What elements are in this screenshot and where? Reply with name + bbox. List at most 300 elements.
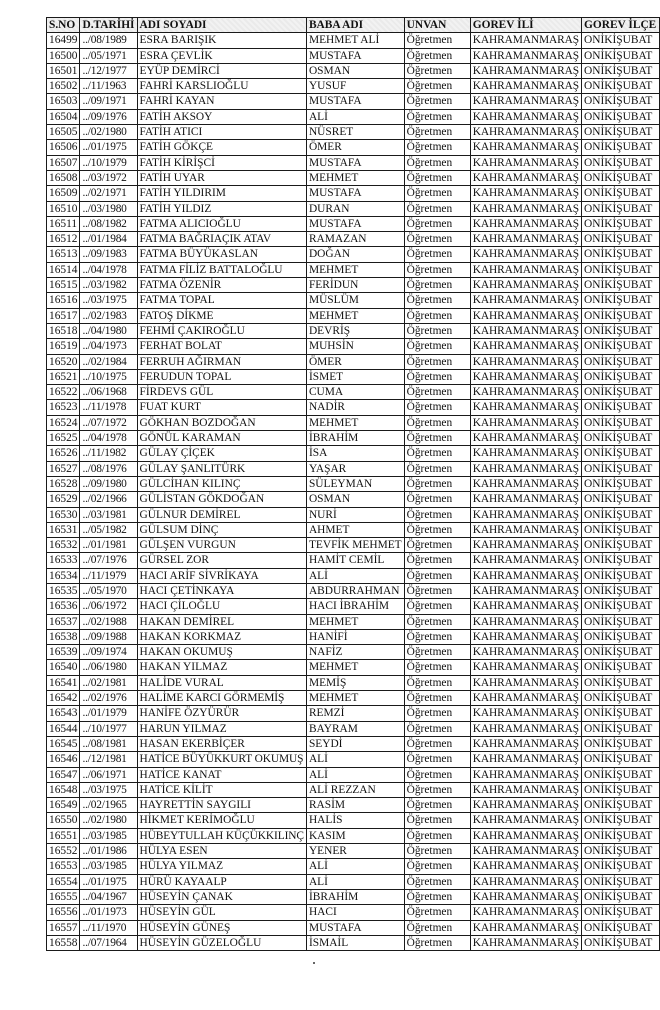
table-row (47, 155, 660, 170)
cell-birth-date: ../01/1975 (80, 874, 137, 889)
cell-full-name: HÜRÜ KAYAALP (137, 874, 306, 889)
cell-duty-district: ONİKİŞUBAT (582, 706, 660, 721)
cell-duty-province: KAHRAMANMARAŞ (470, 721, 581, 736)
cell-father-name: İBRAHİM (306, 431, 404, 446)
cell-duty-district: ONİKİŞUBAT (582, 201, 660, 216)
cell-birth-date: ../02/1980 (80, 813, 137, 828)
cell-duty-province: KAHRAMANMARAŞ (470, 553, 581, 568)
cell-sno: 16543 (47, 706, 80, 721)
cell-full-name: HATİCE KİLİT (137, 782, 306, 797)
cell-duty-district: ONİKİŞUBAT (582, 109, 660, 124)
header-sno: S.NO (47, 18, 80, 33)
cell-father-name: YUSUF (306, 79, 404, 94)
cell-birth-date: ../03/1982 (80, 278, 137, 293)
table-row (47, 415, 660, 430)
cell-title: Öğretmen (404, 339, 470, 354)
table-row (47, 568, 660, 583)
cell-duty-province: KAHRAMANMARAŞ (470, 33, 581, 48)
cell-sno: 16534 (47, 568, 80, 583)
cell-sno: 16517 (47, 308, 80, 323)
cell-full-name: GÜLNUR DEMİREL (137, 507, 306, 522)
cell-duty-province: KAHRAMANMARAŞ (470, 476, 581, 491)
cell-title: Öğretmen (404, 568, 470, 583)
cell-duty-district: ONİKİŞUBAT (582, 629, 660, 644)
cell-title: Öğretmen (404, 186, 470, 201)
cell-father-name: ABDURRAHMAN (306, 583, 404, 598)
cell-sno: 16524 (47, 415, 80, 430)
table-row (47, 553, 660, 568)
cell-full-name: GÖNÜL KARAMAN (137, 431, 306, 446)
cell-sno: 16509 (47, 186, 80, 201)
cell-father-name: TEVFİK MEHMET (306, 538, 404, 553)
cell-full-name: HACI ÇİLOĞLU (137, 599, 306, 614)
cell-title: Öğretmen (404, 721, 470, 736)
cell-father-name: MUSTAFA (306, 216, 404, 231)
cell-father-name: HANİFİ (306, 629, 404, 644)
cell-birth-date: ../04/1978 (80, 262, 137, 277)
cell-full-name: EYÜP DEMİRCİ (137, 63, 306, 78)
cell-title: Öğretmen (404, 431, 470, 446)
table-row (47, 935, 660, 950)
cell-father-name: RASİM (306, 798, 404, 813)
cell-title: Öğretmen (404, 599, 470, 614)
table-body (47, 33, 660, 951)
table-row (47, 369, 660, 384)
cell-full-name: FİRDEVS GÜL (137, 385, 306, 400)
table-row (47, 507, 660, 522)
cell-father-name: MUSTAFA (306, 155, 404, 170)
cell-duty-province: KAHRAMANMARAŞ (470, 675, 581, 690)
cell-birth-date: ../02/1984 (80, 354, 137, 369)
cell-duty-province: KAHRAMANMARAŞ (470, 170, 581, 185)
cell-full-name: FATİH UYAR (137, 170, 306, 185)
cell-full-name: HÜLYA YILMAZ (137, 859, 306, 874)
cell-title: Öğretmen (404, 278, 470, 293)
table-row (47, 79, 660, 94)
cell-birth-date: ../10/1975 (80, 369, 137, 384)
cell-full-name: FATMA BÜYÜKASLAN (137, 247, 306, 262)
cell-full-name: HÜSEYİN GÜNEŞ (137, 920, 306, 935)
cell-sno: 16515 (47, 278, 80, 293)
cell-sno: 16520 (47, 354, 80, 369)
table-row (47, 125, 660, 140)
cell-duty-district: ONİKİŞUBAT (582, 920, 660, 935)
cell-duty-province: KAHRAMANMARAŞ (470, 415, 581, 430)
cell-duty-district: ONİKİŞUBAT (582, 339, 660, 354)
cell-duty-province: KAHRAMANMARAŞ (470, 94, 581, 109)
table-row (47, 614, 660, 629)
cell-father-name: MUSTAFA (306, 186, 404, 201)
cell-duty-district: ONİKİŞUBAT (582, 599, 660, 614)
cell-duty-province: KAHRAMANMARAŞ (470, 109, 581, 124)
cell-father-name: OSMAN (306, 63, 404, 78)
cell-father-name: MEHMET ALİ (306, 33, 404, 48)
cell-father-name: ÖMER (306, 354, 404, 369)
cell-title: Öğretmen (404, 614, 470, 629)
cell-duty-district: ONİKİŞUBAT (582, 369, 660, 384)
cell-title: Öğretmen (404, 798, 470, 813)
cell-full-name: ESRA ÇEVLİK (137, 48, 306, 63)
cell-sno: 16502 (47, 79, 80, 94)
cell-duty-province: KAHRAMANMARAŞ (470, 706, 581, 721)
table-row (47, 629, 660, 644)
cell-sno: 16544 (47, 721, 80, 736)
cell-duty-district: ONİKİŞUBAT (582, 614, 660, 629)
cell-full-name: GÜLAY ÇİÇEK (137, 446, 306, 461)
cell-duty-district: ONİKİŞUBAT (582, 935, 660, 950)
cell-full-name: GÜLŞEN VURGUN (137, 538, 306, 553)
cell-father-name: YAŞAR (306, 461, 404, 476)
cell-title: Öğretmen (404, 33, 470, 48)
table-row (47, 889, 660, 904)
cell-title: Öğretmen (404, 125, 470, 140)
cell-duty-district: ONİKİŞUBAT (582, 874, 660, 889)
cell-full-name: HASAN EKERBİÇER (137, 736, 306, 751)
header-birth-date: D.TARİHİ (80, 18, 137, 33)
cell-duty-district: ONİKİŞUBAT (582, 660, 660, 675)
cell-father-name: MEHMET (306, 262, 404, 277)
cell-duty-district: ONİKİŞUBAT (582, 170, 660, 185)
cell-title: Öğretmen (404, 538, 470, 553)
cell-full-name: FATİH ATICI (137, 125, 306, 140)
cell-sno: 16547 (47, 767, 80, 782)
cell-father-name: NURİ (306, 507, 404, 522)
cell-title: Öğretmen (404, 247, 470, 262)
cell-duty-province: KAHRAMANMARAŞ (470, 247, 581, 262)
cell-sno: 16514 (47, 262, 80, 277)
cell-title: Öğretmen (404, 400, 470, 415)
cell-title: Öğretmen (404, 675, 470, 690)
cell-title: Öğretmen (404, 553, 470, 568)
cell-birth-date: ../11/1978 (80, 400, 137, 415)
cell-father-name: İSA (306, 446, 404, 461)
table-row (47, 859, 660, 874)
cell-father-name: REMZİ (306, 706, 404, 721)
table-row (47, 874, 660, 889)
cell-father-name: MEHMET (306, 660, 404, 675)
cell-full-name: FUAT KURT (137, 400, 306, 415)
cell-full-name: FATİH AKSOY (137, 109, 306, 124)
cell-birth-date: ../11/1982 (80, 446, 137, 461)
table-row (47, 767, 660, 782)
cell-sno: 16548 (47, 782, 80, 797)
cell-birth-date: ../01/1981 (80, 538, 137, 553)
cell-father-name: MEHMET (306, 614, 404, 629)
cell-father-name: NÜSRET (306, 125, 404, 140)
cell-sno: 16549 (47, 798, 80, 813)
cell-duty-province: KAHRAMANMARAŞ (470, 522, 581, 537)
cell-father-name: CUMA (306, 385, 404, 400)
cell-birth-date: ../04/1967 (80, 889, 137, 904)
cell-sno: 16536 (47, 599, 80, 614)
table-row (47, 186, 660, 201)
cell-title: Öğretmen (404, 354, 470, 369)
table-row (47, 706, 660, 721)
cell-full-name: HALİDE VURAL (137, 675, 306, 690)
cell-full-name: HACI ÇETİNKAYA (137, 583, 306, 598)
table-row (47, 63, 660, 78)
cell-duty-province: KAHRAMANMARAŞ (470, 216, 581, 231)
cell-birth-date: ../11/1979 (80, 568, 137, 583)
cell-duty-province: KAHRAMANMARAŞ (470, 599, 581, 614)
cell-birth-date: ../07/1972 (80, 415, 137, 430)
cell-sno: 16511 (47, 216, 80, 231)
cell-title: Öğretmen (404, 859, 470, 874)
cell-full-name: FATMA ÖZENİR (137, 278, 306, 293)
table-row (47, 675, 660, 690)
cell-title: Öğretmen (404, 201, 470, 216)
cell-duty-district: ONİKİŞUBAT (582, 94, 660, 109)
table-row (47, 33, 660, 48)
table-header-row (47, 18, 660, 33)
cell-sno: 16551 (47, 828, 80, 843)
cell-title: Öğretmen (404, 262, 470, 277)
cell-birth-date: ../02/1976 (80, 691, 137, 706)
cell-sno: 16557 (47, 920, 80, 935)
cell-birth-date: ../01/1986 (80, 844, 137, 859)
cell-duty-district: ONİKİŞUBAT (582, 140, 660, 155)
cell-father-name: BAYRAM (306, 721, 404, 736)
table-row (47, 262, 660, 277)
cell-duty-province: KAHRAMANMARAŞ (470, 583, 581, 598)
cell-father-name: NAFİZ (306, 645, 404, 660)
cell-birth-date: ../02/1980 (80, 125, 137, 140)
cell-sno: 16522 (47, 385, 80, 400)
cell-sno: 16507 (47, 155, 80, 170)
cell-sno: 16528 (47, 476, 80, 491)
cell-birth-date: ../08/1982 (80, 216, 137, 231)
cell-father-name: ALİ (306, 752, 404, 767)
cell-birth-date: ../08/1981 (80, 736, 137, 751)
cell-birth-date: ../02/1965 (80, 798, 137, 813)
cell-duty-district: ONİKİŞUBAT (582, 79, 660, 94)
cell-birth-date: ../08/1976 (80, 461, 137, 476)
cell-duty-province: KAHRAMANMARAŞ (470, 813, 581, 828)
cell-father-name: MUSTAFA (306, 94, 404, 109)
cell-sno: 16556 (47, 905, 80, 920)
table-row (47, 599, 660, 614)
cell-father-name: MEHMET (306, 415, 404, 430)
cell-birth-date: ../02/1966 (80, 492, 137, 507)
cell-title: Öğretmen (404, 583, 470, 598)
cell-sno: 16539 (47, 645, 80, 660)
cell-title: Öğretmen (404, 323, 470, 338)
cell-father-name: FERİDUN (306, 278, 404, 293)
cell-birth-date: ../01/1979 (80, 706, 137, 721)
cell-duty-province: KAHRAMANMARAŞ (470, 920, 581, 935)
cell-birth-date: ../03/1972 (80, 170, 137, 185)
table-row (47, 798, 660, 813)
header-duty-province: GOREV İLİ (470, 18, 581, 33)
cell-sno: 16512 (47, 232, 80, 247)
table-row (47, 216, 660, 231)
cell-full-name: GÖKHAN BOZDOĞAN (137, 415, 306, 430)
cell-title: Öğretmen (404, 782, 470, 797)
table-row (47, 476, 660, 491)
cell-father-name: ALİ (306, 568, 404, 583)
cell-duty-district: ONİKİŞUBAT (582, 583, 660, 598)
cell-father-name: ALİ REZZAN (306, 782, 404, 797)
cell-sno: 16535 (47, 583, 80, 598)
cell-birth-date: ../11/1963 (80, 79, 137, 94)
cell-duty-province: KAHRAMANMARAŞ (470, 339, 581, 354)
cell-birth-date: ../08/1989 (80, 33, 137, 48)
table-row (47, 660, 660, 675)
cell-duty-province: KAHRAMANMARAŞ (470, 844, 581, 859)
cell-duty-province: KAHRAMANMARAŞ (470, 262, 581, 277)
cell-duty-district: ONİKİŞUBAT (582, 186, 660, 201)
cell-full-name: FERHAT BOLAT (137, 339, 306, 354)
cell-father-name: MÜSLÜM (306, 293, 404, 308)
cell-sno: 16521 (47, 369, 80, 384)
cell-duty-province: KAHRAMANMARAŞ (470, 767, 581, 782)
cell-full-name: HİKMET KERİMOĞLU (137, 813, 306, 828)
cell-birth-date: ../03/1981 (80, 507, 137, 522)
cell-title: Öğretmen (404, 155, 470, 170)
cell-duty-province: KAHRAMANMARAŞ (470, 354, 581, 369)
cell-duty-district: ONİKİŞUBAT (582, 125, 660, 140)
cell-sno: 16529 (47, 492, 80, 507)
cell-birth-date: ../02/1988 (80, 614, 137, 629)
cell-duty-district: ONİKİŞUBAT (582, 308, 660, 323)
cell-title: Öğretmen (404, 813, 470, 828)
cell-birth-date: ../01/1984 (80, 232, 137, 247)
cell-duty-province: KAHRAMANMARAŞ (470, 369, 581, 384)
cell-title: Öğretmen (404, 476, 470, 491)
cell-father-name: İSMET (306, 369, 404, 384)
cell-duty-district: ONİKİŞUBAT (582, 48, 660, 63)
cell-title: Öğretmen (404, 48, 470, 63)
cell-full-name: HAKAN KORKMAZ (137, 629, 306, 644)
cell-sno: 16554 (47, 874, 80, 889)
cell-duty-district: ONİKİŞUBAT (582, 522, 660, 537)
cell-duty-province: KAHRAMANMARAŞ (470, 63, 581, 78)
cell-duty-province: KAHRAMANMARAŞ (470, 905, 581, 920)
cell-father-name: ALİ (306, 859, 404, 874)
cell-duty-province: KAHRAMANMARAŞ (470, 752, 581, 767)
cell-father-name: SÜLEYMAN (306, 476, 404, 491)
cell-birth-date: ../03/1980 (80, 201, 137, 216)
cell-birth-date: ../01/1973 (80, 905, 137, 920)
cell-birth-date: ../05/1970 (80, 583, 137, 598)
cell-sno: 16506 (47, 140, 80, 155)
cell-full-name: HÜLYA ESEN (137, 844, 306, 859)
table-row (47, 844, 660, 859)
cell-full-name: HÜSEYİN GÜL (137, 905, 306, 920)
cell-sno: 16505 (47, 125, 80, 140)
table-row (47, 752, 660, 767)
cell-duty-district: ONİKİŞUBAT (582, 691, 660, 706)
cell-birth-date: ../04/1973 (80, 339, 137, 354)
cell-sno: 16501 (47, 63, 80, 78)
cell-full-name: GÜLAY ŞANLITÜRK (137, 461, 306, 476)
cell-full-name: GÜRSEL ZOR (137, 553, 306, 568)
table-row (47, 278, 660, 293)
cell-father-name: ALİ (306, 874, 404, 889)
cell-father-name: ÖMER (306, 140, 404, 155)
table-row (47, 247, 660, 262)
cell-full-name: HAKAN DEMİREL (137, 614, 306, 629)
cell-sno: 16533 (47, 553, 80, 568)
cell-duty-province: KAHRAMANMARAŞ (470, 155, 581, 170)
cell-father-name: HACI (306, 905, 404, 920)
cell-duty-district: ONİKİŞUBAT (582, 354, 660, 369)
cell-birth-date: ../09/1976 (80, 109, 137, 124)
cell-duty-province: KAHRAMANMARAŞ (470, 186, 581, 201)
cell-full-name: GÜLCİHAN KILINÇ (137, 476, 306, 491)
cell-title: Öğretmen (404, 828, 470, 843)
cell-title: Öğretmen (404, 79, 470, 94)
cell-full-name: FAHRİ KARSLIOĞLU (137, 79, 306, 94)
cell-full-name: HAKAN YILMAZ (137, 660, 306, 675)
cell-duty-province: KAHRAMANMARAŞ (470, 935, 581, 950)
cell-duty-province: KAHRAMANMARAŞ (470, 492, 581, 507)
cell-title: Öğretmen (404, 461, 470, 476)
cell-full-name: HATİCE BÜYÜKKURT OKUMUŞ (137, 752, 306, 767)
cell-birth-date: ../01/1975 (80, 140, 137, 155)
table-row (47, 339, 660, 354)
cell-birth-date: ../05/1982 (80, 522, 137, 537)
cell-title: Öğretmen (404, 507, 470, 522)
cell-duty-district: ONİKİŞUBAT (582, 216, 660, 231)
cell-duty-province: KAHRAMANMARAŞ (470, 125, 581, 140)
cell-full-name: HÜSEYİN GÜZELOĞLU (137, 935, 306, 950)
cell-sno: 16542 (47, 691, 80, 706)
cell-father-name: ALİ (306, 767, 404, 782)
cell-full-name: ESRA BARIŞIK (137, 33, 306, 48)
cell-duty-province: KAHRAMANMARAŞ (470, 293, 581, 308)
cell-full-name: HAYRETTİN SAYGILI (137, 798, 306, 813)
cell-full-name: GÜLSUM DİNÇ (137, 522, 306, 537)
cell-full-name: HAKAN OKUMUŞ (137, 645, 306, 660)
cell-duty-province: KAHRAMANMARAŞ (470, 461, 581, 476)
cell-father-name: HALİS (306, 813, 404, 828)
cell-title: Öğretmen (404, 94, 470, 109)
cell-duty-province: KAHRAMANMARAŞ (470, 232, 581, 247)
cell-sno: 16555 (47, 889, 80, 904)
cell-birth-date: ../06/1972 (80, 599, 137, 614)
cell-birth-date: ../06/1980 (80, 660, 137, 675)
cell-birth-date: ../09/1983 (80, 247, 137, 262)
table-row (47, 736, 660, 751)
cell-full-name: HÜSEYİN ÇANAK (137, 889, 306, 904)
table-row (47, 446, 660, 461)
cell-sno: 16500 (47, 48, 80, 63)
cell-title: Öğretmen (404, 369, 470, 384)
cell-duty-province: KAHRAMANMARAŞ (470, 400, 581, 415)
cell-duty-province: KAHRAMANMARAŞ (470, 140, 581, 155)
scan-speck (313, 962, 315, 964)
cell-full-name: FATMA FİLİZ BATTALOĞLU (137, 262, 306, 277)
cell-duty-district: ONİKİŞUBAT (582, 293, 660, 308)
table-row (47, 721, 660, 736)
table-row (47, 293, 660, 308)
cell-duty-district: ONİKİŞUBAT (582, 262, 660, 277)
cell-title: Öğretmen (404, 935, 470, 950)
cell-birth-date: ../07/1964 (80, 935, 137, 950)
cell-duty-province: KAHRAMANMARAŞ (470, 859, 581, 874)
cell-duty-district: ONİKİŞUBAT (582, 889, 660, 904)
cell-sno: 16541 (47, 675, 80, 690)
cell-sno: 16545 (47, 736, 80, 751)
cell-title: Öğretmen (404, 232, 470, 247)
cell-sno: 16508 (47, 170, 80, 185)
cell-duty-province: KAHRAMANMARAŞ (470, 446, 581, 461)
cell-duty-province: KAHRAMANMARAŞ (470, 629, 581, 644)
cell-father-name: MUHSİN (306, 339, 404, 354)
table-row (47, 461, 660, 476)
cell-full-name: GÜLİSTAN GÖKDOĞAN (137, 492, 306, 507)
